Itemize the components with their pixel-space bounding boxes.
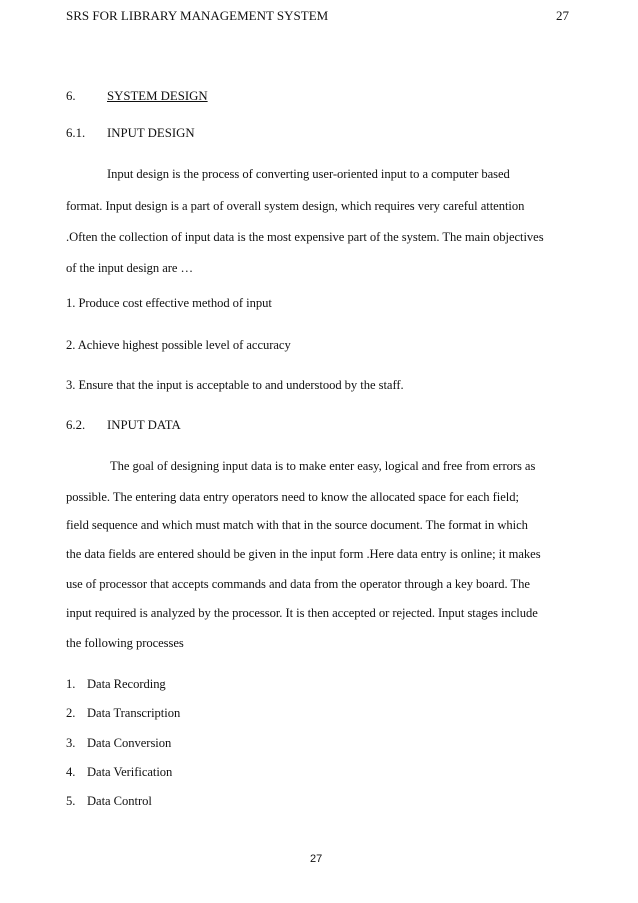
section-6-2-title: INPUT DATA — [107, 418, 181, 432]
list-item: 3. Ensure that the input is acceptable to and understood by the staff. — [66, 378, 404, 392]
list-item-number: 2. — [66, 706, 76, 720]
list-item-label: Data Conversion — [87, 736, 172, 750]
list-item-label: Data Verification — [87, 765, 173, 779]
list-item: 2. Achieve highest possible level of accuracy — [66, 338, 291, 352]
section-6-2-number: 6.2. — [66, 418, 86, 432]
list-item-number: 3. — [66, 736, 76, 750]
paragraph-line: the data fields are entered should be given in the input form .Here data entry is online; it makes — [66, 547, 541, 561]
header-title: SRS FOR LIBRARY MANAGEMENT SYSTEM — [66, 8, 329, 23]
paragraph-line: possible. The entering data entry operators need to know the allocated space for each field; — [66, 490, 519, 504]
paragraph-line: .Often the collection of input data is the most expensive part of the system. The main objectives — [66, 230, 544, 244]
paragraph-line: use of processor that accepts commands and data from the operator through a key board. The — [66, 577, 530, 591]
paragraph-line: format. Input design is a part of overall system design, which requires very careful attention — [66, 199, 525, 213]
header-page-number: 27 — [556, 8, 569, 23]
section-6-title: SYSTEM DESIGN — [107, 89, 208, 103]
footer-page-number: 27 — [310, 853, 323, 865]
list-item: 1. Produce cost effective method of input — [66, 296, 272, 310]
section-6-1-number: 6.1. — [66, 126, 86, 140]
list-item-number: 4. — [66, 765, 76, 779]
list-item-number: 1. — [66, 677, 76, 691]
paragraph-line: field sequence and which must match with that in the source document. The format in which — [66, 518, 528, 532]
list-item-label: Data Transcription — [87, 706, 181, 720]
paragraph-line: Input design is the process of converting user-oriented input to a computer based — [107, 167, 510, 181]
list-item-number: 5. — [66, 794, 76, 808]
paragraph-line: input required is analyzed by the processor. It is then accepted or rejected. Input stages include — [66, 606, 538, 620]
paragraph-line: The goal of designing input data is to make enter easy, logical and free from errors as — [110, 459, 536, 473]
paragraph-line: the following processes — [66, 636, 184, 650]
paragraph-line: of the input design are … — [66, 261, 194, 275]
section-6-number: 6. — [66, 89, 76, 103]
list-item-label: Data Control — [87, 794, 152, 808]
list-item-label: Data Recording — [87, 677, 166, 691]
section-6-1-title: INPUT DESIGN — [107, 126, 195, 140]
